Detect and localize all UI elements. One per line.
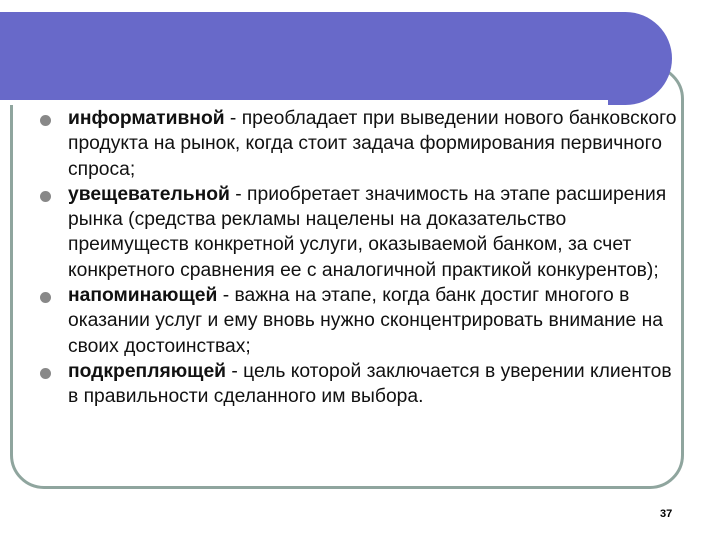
bullet-dot-icon [40,115,51,126]
bullet-text: - важна на этапе, когда банк достиг многого в оказании услуг и ему вновь нужно сконцентрировать внимание на своих достоинствах; [68,285,663,357]
bullet-item-reminding [40,283,680,359]
bullet-text: - приобретает значимость на этапе расширения рынка (средства рекламы нацелены на доказательство преимуществ конкретной услуги, оказываемой банком, за счет конкретного сравнения ее с аналогичной практикой конкурентов); [68,183,667,281]
bullet-text: - цель которой заключается в уверении клиентов в правильности сделанного им выбора. [68,360,672,408]
bullet-item-reinforcing [40,359,680,410]
bullet-dot-icon [40,191,51,202]
page-number: 37 [660,508,673,520]
bullet-item-informative [40,106,680,182]
bullet-term: напоминающей [68,285,218,307]
bullet-term: подкрепляющей [68,360,227,382]
bullet-dot-icon [40,368,51,379]
header-divider [0,100,608,105]
bullet-item-persuasive [40,182,680,283]
bullet-term: увещевательной [68,183,230,205]
bullet-list [40,106,680,410]
bullet-text: - преобладает при выведении нового банковского продукта на рынок, когда стоит задача формирования первичного спроса; [68,108,677,180]
header-band [0,12,672,105]
bullet-dot-icon [40,292,51,303]
bullet-term: информативной [68,108,225,129]
